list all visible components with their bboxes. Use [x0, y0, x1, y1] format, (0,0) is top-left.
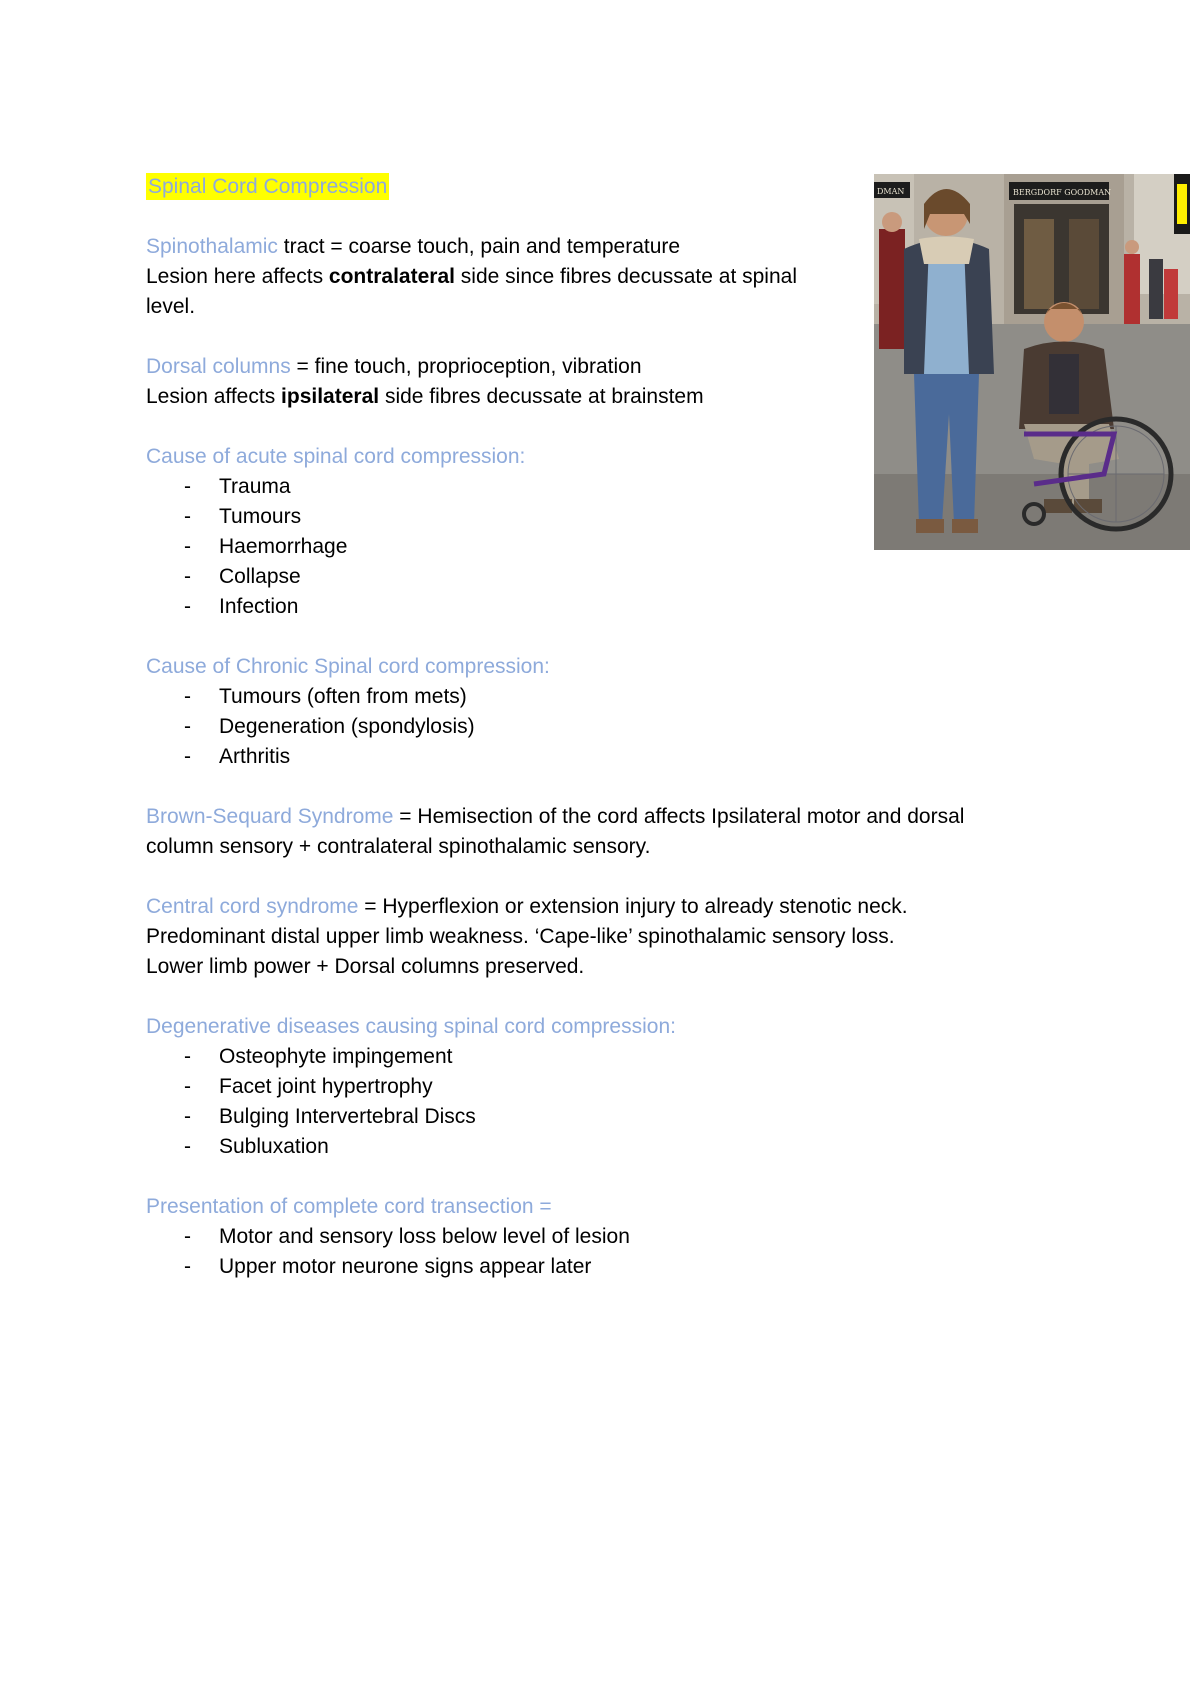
sign-right-text: BERGDORF GOODMAN	[1013, 188, 1112, 197]
list-item: - Trauma	[146, 472, 1046, 502]
transection-heading: Presentation of complete cord transection =	[146, 1195, 552, 1218]
brown-sequard-line	[146, 802, 1046, 832]
transection-list	[146, 1222, 1046, 1282]
central-cord-desc: = Hyperflexion or extension injury to already stenotic neck.	[358, 895, 908, 918]
list-item: - Haemorrhage	[146, 532, 1046, 562]
degenerative-list	[146, 1042, 1046, 1162]
brown-sequard-cont: column sensory + contralateral spinothalamic sensory.	[146, 835, 651, 858]
wheelchair-photo	[874, 174, 1190, 550]
sign-left-text: DMAN	[877, 187, 905, 196]
central-cord-line-3: Lower limb power + Dorsal columns preserved.	[146, 955, 585, 978]
list-item: - Osteophyte impingement	[146, 1042, 1046, 1072]
list-item: - Degeneration (spondylosis)	[146, 712, 1046, 742]
list-item: - Tumours (often from mets)	[146, 682, 1046, 712]
page-title: Spinal Cord Compression	[148, 175, 388, 198]
list-item: - Collapse	[146, 562, 1046, 592]
spinothalamic-lesion-cont: level.	[146, 295, 196, 318]
list-item: - Subluxation	[146, 1132, 1046, 1162]
dorsal-term: Dorsal columns	[146, 355, 291, 378]
spinothalamic-lesion-bold: contralateral	[328, 265, 455, 288]
chronic-list	[146, 682, 1046, 772]
chronic-heading: Cause of Chronic Spinal cord compression:	[146, 655, 550, 678]
list-item: - Facet joint hypertrophy	[146, 1072, 1046, 1102]
spinothalamic-desc: tract = coarse touch, pain and temperature	[277, 235, 681, 258]
brown-sequard-desc: = Hemisection of the cord affects Ipsilateral motor and dorsal	[393, 805, 965, 828]
list-item: - Tumours	[146, 502, 1046, 532]
list-item: - Arthritis	[146, 742, 1046, 772]
central-cord-term: Central cord syndrome	[146, 895, 359, 918]
dorsal-desc: = fine touch, proprioception, vibration	[290, 355, 642, 378]
spinothalamic-term: Spinothalamic	[146, 235, 278, 258]
brown-sequard-term: Brown-Sequard Syndrome	[146, 805, 394, 828]
dorsal-lesion-post: side fibres decussate at brainstem	[379, 385, 704, 408]
spinothalamic-lesion-post: side since fibres decussate at spinal	[454, 265, 797, 288]
dorsal-lesion-bold: ipsilateral	[281, 385, 380, 408]
spinothalamic-lesion-pre: Lesion here affects	[146, 265, 329, 288]
acute-heading: Cause of acute spinal cord compression:	[146, 445, 526, 468]
list-item: - Motor and sensory loss below level of lesion	[146, 1222, 1046, 1252]
degenerative-heading: Degenerative diseases causing spinal cord compression:	[146, 1015, 676, 1038]
list-item: - Bulging Intervertebral Discs	[146, 1102, 1046, 1132]
central-cord-line	[146, 892, 1046, 922]
list-item: - Infection	[146, 592, 1046, 622]
central-cord-line-2: Predominant distal upper limb weakness. ‘Cape-like’ spinothalamic sensory loss.	[146, 925, 895, 948]
photo-illustration	[874, 174, 1190, 550]
list-item: - Upper motor neurone signs appear later	[146, 1252, 1046, 1282]
dorsal-lesion-pre: Lesion affects	[146, 385, 282, 408]
